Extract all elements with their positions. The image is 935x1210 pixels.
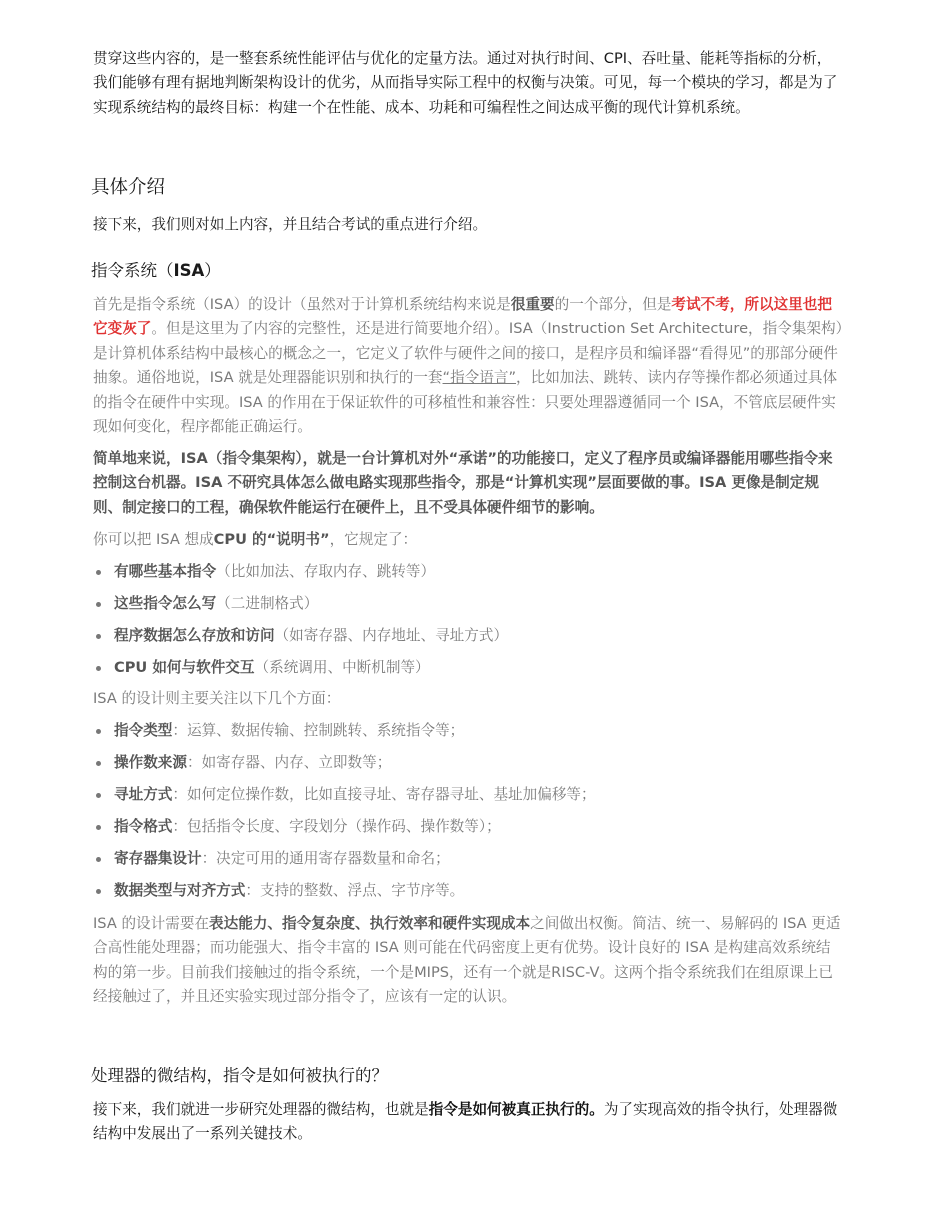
isa-design-aspects-list	[93, 715, 843, 907]
section-heading-intro: 具体介绍	[91, 177, 166, 198]
isa-p1-a: 首先是指令系统（ISA）的设计（虽然对于计算机系统结构来说是	[93, 296, 511, 313]
list-item: 指令格式：包括指令长度、字段划分（操作码、操作数等）；	[93, 811, 843, 843]
list-item: 操作数来源：如寄存器、内存、立即数等；	[93, 747, 843, 779]
bullet-dot	[96, 761, 101, 766]
isa-p1-d: 。但是这里为了内容的完整性，还是进行简要地介绍）。ISA（Instruction Set Architecture，指令集架构）是计算机体系结构中最核心的概念之一，它定义了软件与硬件之间的接口，是程序员和编译器“看得见”的那部分硬件抽象。通俗地说，ISA 就是处理器能识别和执行的一套	[93, 320, 843, 387]
isa-heading-en: ISA	[173, 261, 205, 280]
bullet-dot	[96, 889, 101, 894]
isa-spec-list	[93, 556, 843, 684]
bullet-dot	[96, 634, 101, 639]
bullet-dot	[96, 602, 101, 607]
bullet-dot	[96, 857, 101, 862]
isa-p5-bold: 表达能力、指令复杂度、执行效率和硬件实现成本	[209, 915, 531, 932]
isa-paragraph-5	[93, 912, 843, 1010]
list-item: 指令类型：运算、数据传输、控制跳转、系统指令等；	[93, 715, 843, 747]
isa-p3-c: ，它规定了：	[329, 531, 418, 548]
isa-p1-red-note: 考试不考，所以这里也把它变灰了	[93, 296, 832, 338]
intro-paragraph: 贯穿这些内容的，是一整套系统性能评估与优化的定量方法。通过对执行时间、CPI、吞吐量、能耗等指标的分析，我们能够有理有据地判断架构设计的优劣，从而指导实际工程中的权衡与决策。可见，每一个模块的学习，都是为了实现系统结构的最终目标：构建一个在性能、成本、功耗和可编程性之间达成平衡的现代计算机系统。	[93, 50, 838, 116]
list-item: 数据类型与对齐方式：支持的整数、浮点、字节序等。	[93, 875, 843, 907]
isa-heading	[91, 257, 841, 281]
microarchitecture-heading: 处理器的微结构，指令是如何被执行的？	[91, 1066, 388, 1085]
isa-instruction-language-link[interactable]: “指令语言”	[442, 369, 517, 387]
isa-p3-a: 你可以把 ISA 想成	[93, 531, 214, 548]
isa-paragraph-3	[93, 528, 843, 552]
isa-paragraph-2	[93, 447, 843, 520]
section-lead-paragraph: 接下来，我们则对如上内容，并且结合考试的重点进行介绍。	[93, 216, 488, 233]
isa-p1-bold: 很重要	[510, 296, 555, 313]
isa-p1-e: ，比如加法、跳转、读内存等操作都必须通过具体的指令在硬件中实现。ISA 的作用在于保证软件的可移植性和兼容性：只要处理器遵循同一个 ISA，不管底层硬件实现如何变化，程序都能正确运行。	[93, 369, 838, 436]
list-item: 这些指令怎么写（二进制格式）	[93, 588, 843, 620]
isa-p3-bold: CPU 的“说明书”	[213, 531, 330, 548]
bullet-dot	[96, 570, 101, 575]
list-item: 寄存器集设计：决定可用的通用寄存器数量和命名；	[93, 843, 843, 875]
list-item: CPU 如何与软件交互（系统调用、中断机制等）	[93, 652, 843, 684]
isa-paragraph-1	[93, 293, 843, 439]
bullet-dot	[96, 666, 101, 671]
bullet-dot	[96, 793, 101, 798]
isa-heading-post: ）	[204, 261, 221, 280]
isa-p2-bold: 简单地来说，ISA（指令集架构），就是一台计算机对外“承诺”的功能接口，定义了程序员或编译器能用哪些指令来控制这台机器。ISA 不研究具体怎么做电路实现那些指令，那是“计算机实现”层面要做的事。ISA 更像是制定规则、制定接口的工程，确保软件能运行在硬件上，且不受具体硬件细节的影响。	[93, 450, 833, 516]
micro-p1-bold: 指令是如何被真正执行的。	[428, 1101, 604, 1118]
isa-p5-c: 之间做出权衡。简洁、统一、易解码的 ISA 更适合高性能处理器；而功能强大、指令丰富的 ISA 则可能在代码密度上更有优势。设计良好的 ISA 是构建高效系统结构的第一步。目前我们接触过的指令系统，一个是MIPS，还有一个就是RISC-V。这两个指令系统我们在组原课上已经接触过了，并且还实验实现过部分指令了，应该有一定的认识。	[93, 915, 841, 1006]
micro-p1-a: 接下来，我们就进一步研究处理器的微结构，也就是	[93, 1101, 429, 1118]
bullet-dot	[96, 729, 101, 734]
isa-p5-a: ISA 的设计需要在	[93, 915, 210, 932]
isa-p1-c: 的一个部分，但是	[554, 296, 672, 313]
list-item: 程序数据怎么存放和访问（如寄存器、内存地址、寻址方式）	[93, 620, 843, 652]
bullet-dot	[96, 825, 101, 830]
isa-paragraph-4: ISA 的设计则主要关注以下几个方面：	[93, 690, 341, 707]
micro-p1-c: 为了实现高效的指令执行，处理器微结构中发展出了一系列关键技术。	[93, 1101, 838, 1143]
list-item: 有哪些基本指令（比如加法、存取内存、跳转等）	[93, 556, 843, 588]
isa-heading-pre: 指令系统（	[91, 261, 174, 280]
microarchitecture-paragraph	[93, 1098, 843, 1147]
list-item: 寻址方式：如何定位操作数，比如直接寻址、寄存器寻址、基址加偏移等；	[93, 779, 843, 811]
